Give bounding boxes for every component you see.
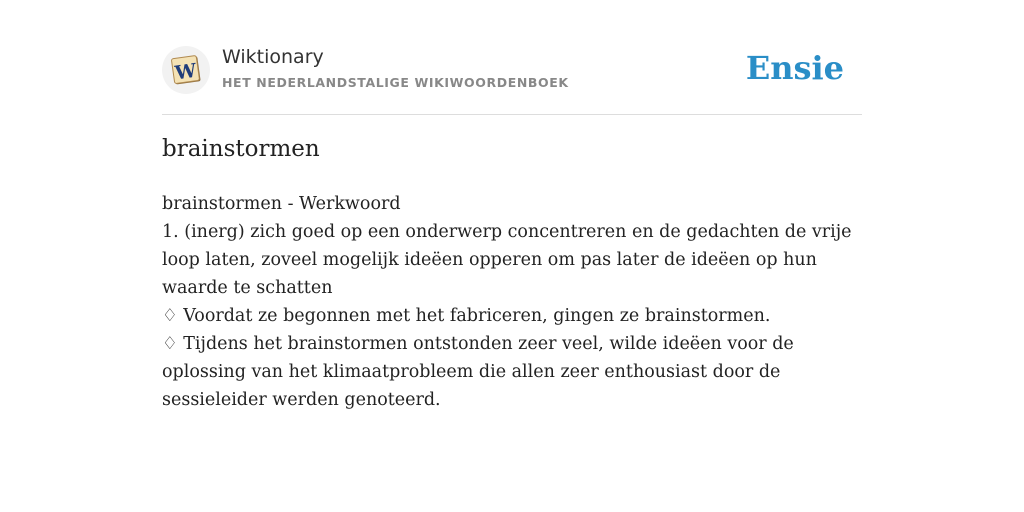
example-sentence: ♢ Tijdens het brainstormen ontstonden zeer veel, wilde ideëen voor de oplossing van het klimaatprobleem die allen zeer enthousiast door de sessieleider werden genoteerd. — [162, 334, 794, 410]
svg-text:W: W — [173, 59, 198, 85]
page-title: brainstormen — [162, 136, 320, 162]
site-name[interactable]: Wiktionary — [222, 46, 324, 68]
site-tagline: HET NEDERLANDSTALIGE WIKIWOORDENBOEK — [222, 75, 569, 90]
ensie-brand-link[interactable]: Ensie — [745, 49, 844, 87]
site-header — [162, 40, 862, 115]
entry-heading: brainstormen - Werkwoord — [162, 194, 401, 214]
definition-entry — [162, 190, 864, 414]
wiktionary-logo-icon[interactable] — [162, 46, 210, 94]
entry-definition: 1. (inerg) zich goed op een onderwerp concentreren en de gedachten de vrije loop laten, zoveel mogelijk ideëen opperen om pas later de ideëen op hun waarde te schatten — [162, 222, 852, 298]
example-sentence: ♢ Voordat ze begonnen met het fabriceren, gingen ze brainstormen. — [162, 306, 771, 326]
